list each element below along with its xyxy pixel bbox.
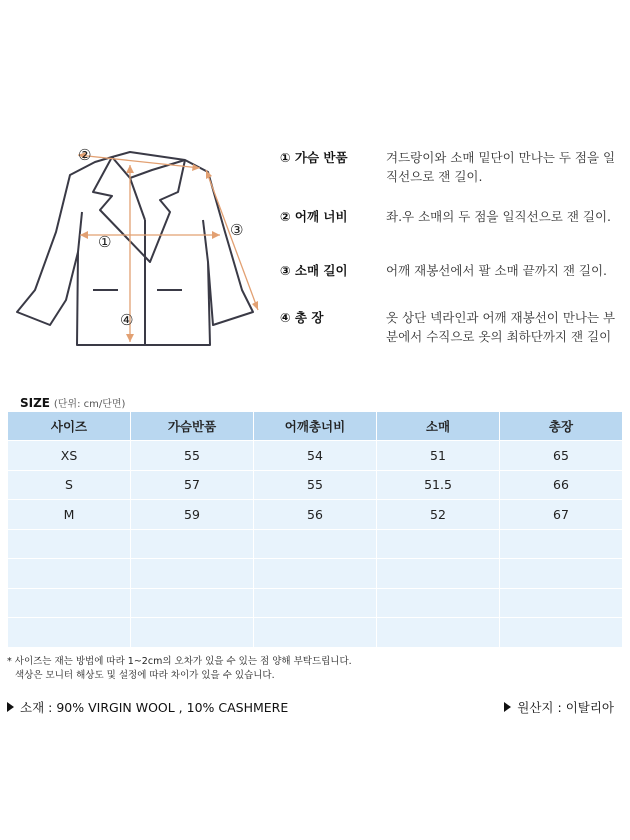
table-cell — [131, 529, 254, 559]
size-heading — [20, 395, 125, 410]
triangle-bullet-icon — [7, 702, 14, 712]
table-row — [8, 470, 623, 500]
guide-chest-desc: 겨드랑이와 소매 밑단이 만나는 두 점을 일직선으로 잰 길이. — [386, 150, 616, 184]
table-cell: 67 — [500, 500, 623, 530]
size-title: SIZE — [20, 396, 51, 410]
table-row — [8, 441, 623, 471]
guide-chest-label: ① 가슴 반품 — [280, 150, 348, 165]
table-cell: 52 — [377, 500, 500, 530]
table-cell — [377, 588, 500, 618]
material-value: 90% VIRGIN WOOL , 10% CASHMERE — [56, 700, 289, 715]
origin-label: 원산지 — [517, 700, 554, 715]
guide-total-length-desc: 옷 상단 넥라인과 어깨 재봉선이 만나는 부분에서 수직으로 옷의 최하단까지 잰 길이 — [386, 310, 616, 344]
table-cell — [8, 559, 131, 589]
material-info: 소재 : 90% VIRGIN WOOL , 10% CASHMERE — [7, 698, 288, 716]
marker-shoulder: ② — [78, 146, 92, 164]
marker-total-length: ④ — [120, 311, 134, 329]
header-sleeve: 소매 — [377, 412, 500, 441]
table-cell — [377, 529, 500, 559]
size-table-header — [8, 412, 623, 441]
table-cell: 57 — [131, 470, 254, 500]
guide-total-length — [280, 308, 625, 348]
table-cell: S — [8, 470, 131, 500]
table-row — [8, 588, 623, 618]
table-cell — [131, 559, 254, 589]
table-cell — [8, 529, 131, 559]
table-cell: 59 — [131, 500, 254, 530]
guide-sleeve-desc: 어깨 재봉선에서 팔 소매 끝까지 잰 길이. — [386, 263, 608, 278]
header-total-length: 총장 — [500, 412, 623, 441]
triangle-bullet-icon — [504, 702, 511, 712]
jacket-measurement-diagram — [0, 120, 280, 360]
table-cell: 56 — [254, 500, 377, 530]
guide-total-length-label: ④ 총 장 — [280, 310, 324, 325]
origin-value: 이탈리아 — [565, 700, 614, 715]
table-cell: M — [8, 500, 131, 530]
guide-shoulder — [280, 207, 625, 227]
table-row — [8, 559, 623, 589]
header-size: 사이즈 — [8, 412, 131, 441]
table-cell — [8, 618, 131, 648]
note-measurement-error: * 사이즈는 재는 방법에 따라 1~2cm의 오차가 있을 수 있는 점 양해 부탁드립니다. — [7, 656, 352, 667]
origin-info: 원산지 : 이탈리아 — [504, 698, 614, 716]
table-cell — [254, 588, 377, 618]
size-unit: (단위: cm/단면) — [53, 399, 126, 410]
guide-sleeve-label: ③ 소매 길이 — [280, 263, 348, 278]
table-cell — [377, 618, 500, 648]
table-cell — [500, 529, 623, 559]
size-notes — [7, 655, 352, 683]
table-cell: 51.5 — [377, 470, 500, 500]
table-cell: 55 — [131, 441, 254, 471]
table-cell: 51 — [377, 441, 500, 471]
guide-chest — [280, 148, 625, 188]
material-label: 소재 — [20, 700, 45, 715]
sleeve-length-line — [206, 170, 258, 310]
table-cell: 66 — [500, 470, 623, 500]
table-cell — [500, 559, 623, 589]
table-cell — [131, 588, 254, 618]
table-row — [8, 618, 623, 648]
guide-sleeve — [280, 261, 625, 281]
table-cell: 55 — [254, 470, 377, 500]
table-cell — [500, 588, 623, 618]
header-chest: 가슴반품 — [131, 412, 254, 441]
guide-shoulder-desc: 좌.우 소매의 두 점을 일직선으로 잰 길이. — [386, 209, 611, 224]
size-table — [7, 411, 623, 648]
table-cell — [131, 618, 254, 648]
note-color-difference: 색상은 모니터 해상도 및 설정에 따라 차이가 있을 수 있습니다. — [15, 670, 275, 681]
marker-sleeve: ③ — [230, 221, 244, 239]
table-cell — [254, 618, 377, 648]
table-cell — [254, 559, 377, 589]
table-row — [8, 529, 623, 559]
table-cell — [500, 618, 623, 648]
jacket-outline — [17, 152, 253, 345]
table-cell: 65 — [500, 441, 623, 471]
guide-shoulder-label: ② 어깨 너비 — [280, 209, 348, 224]
marker-chest: ① — [98, 233, 112, 251]
table-cell: 54 — [254, 441, 377, 471]
table-cell — [8, 588, 131, 618]
table-cell — [377, 559, 500, 589]
table-cell — [254, 529, 377, 559]
table-cell: XS — [8, 441, 131, 471]
table-row — [8, 500, 623, 530]
header-shoulder: 어깨총너비 — [254, 412, 377, 441]
